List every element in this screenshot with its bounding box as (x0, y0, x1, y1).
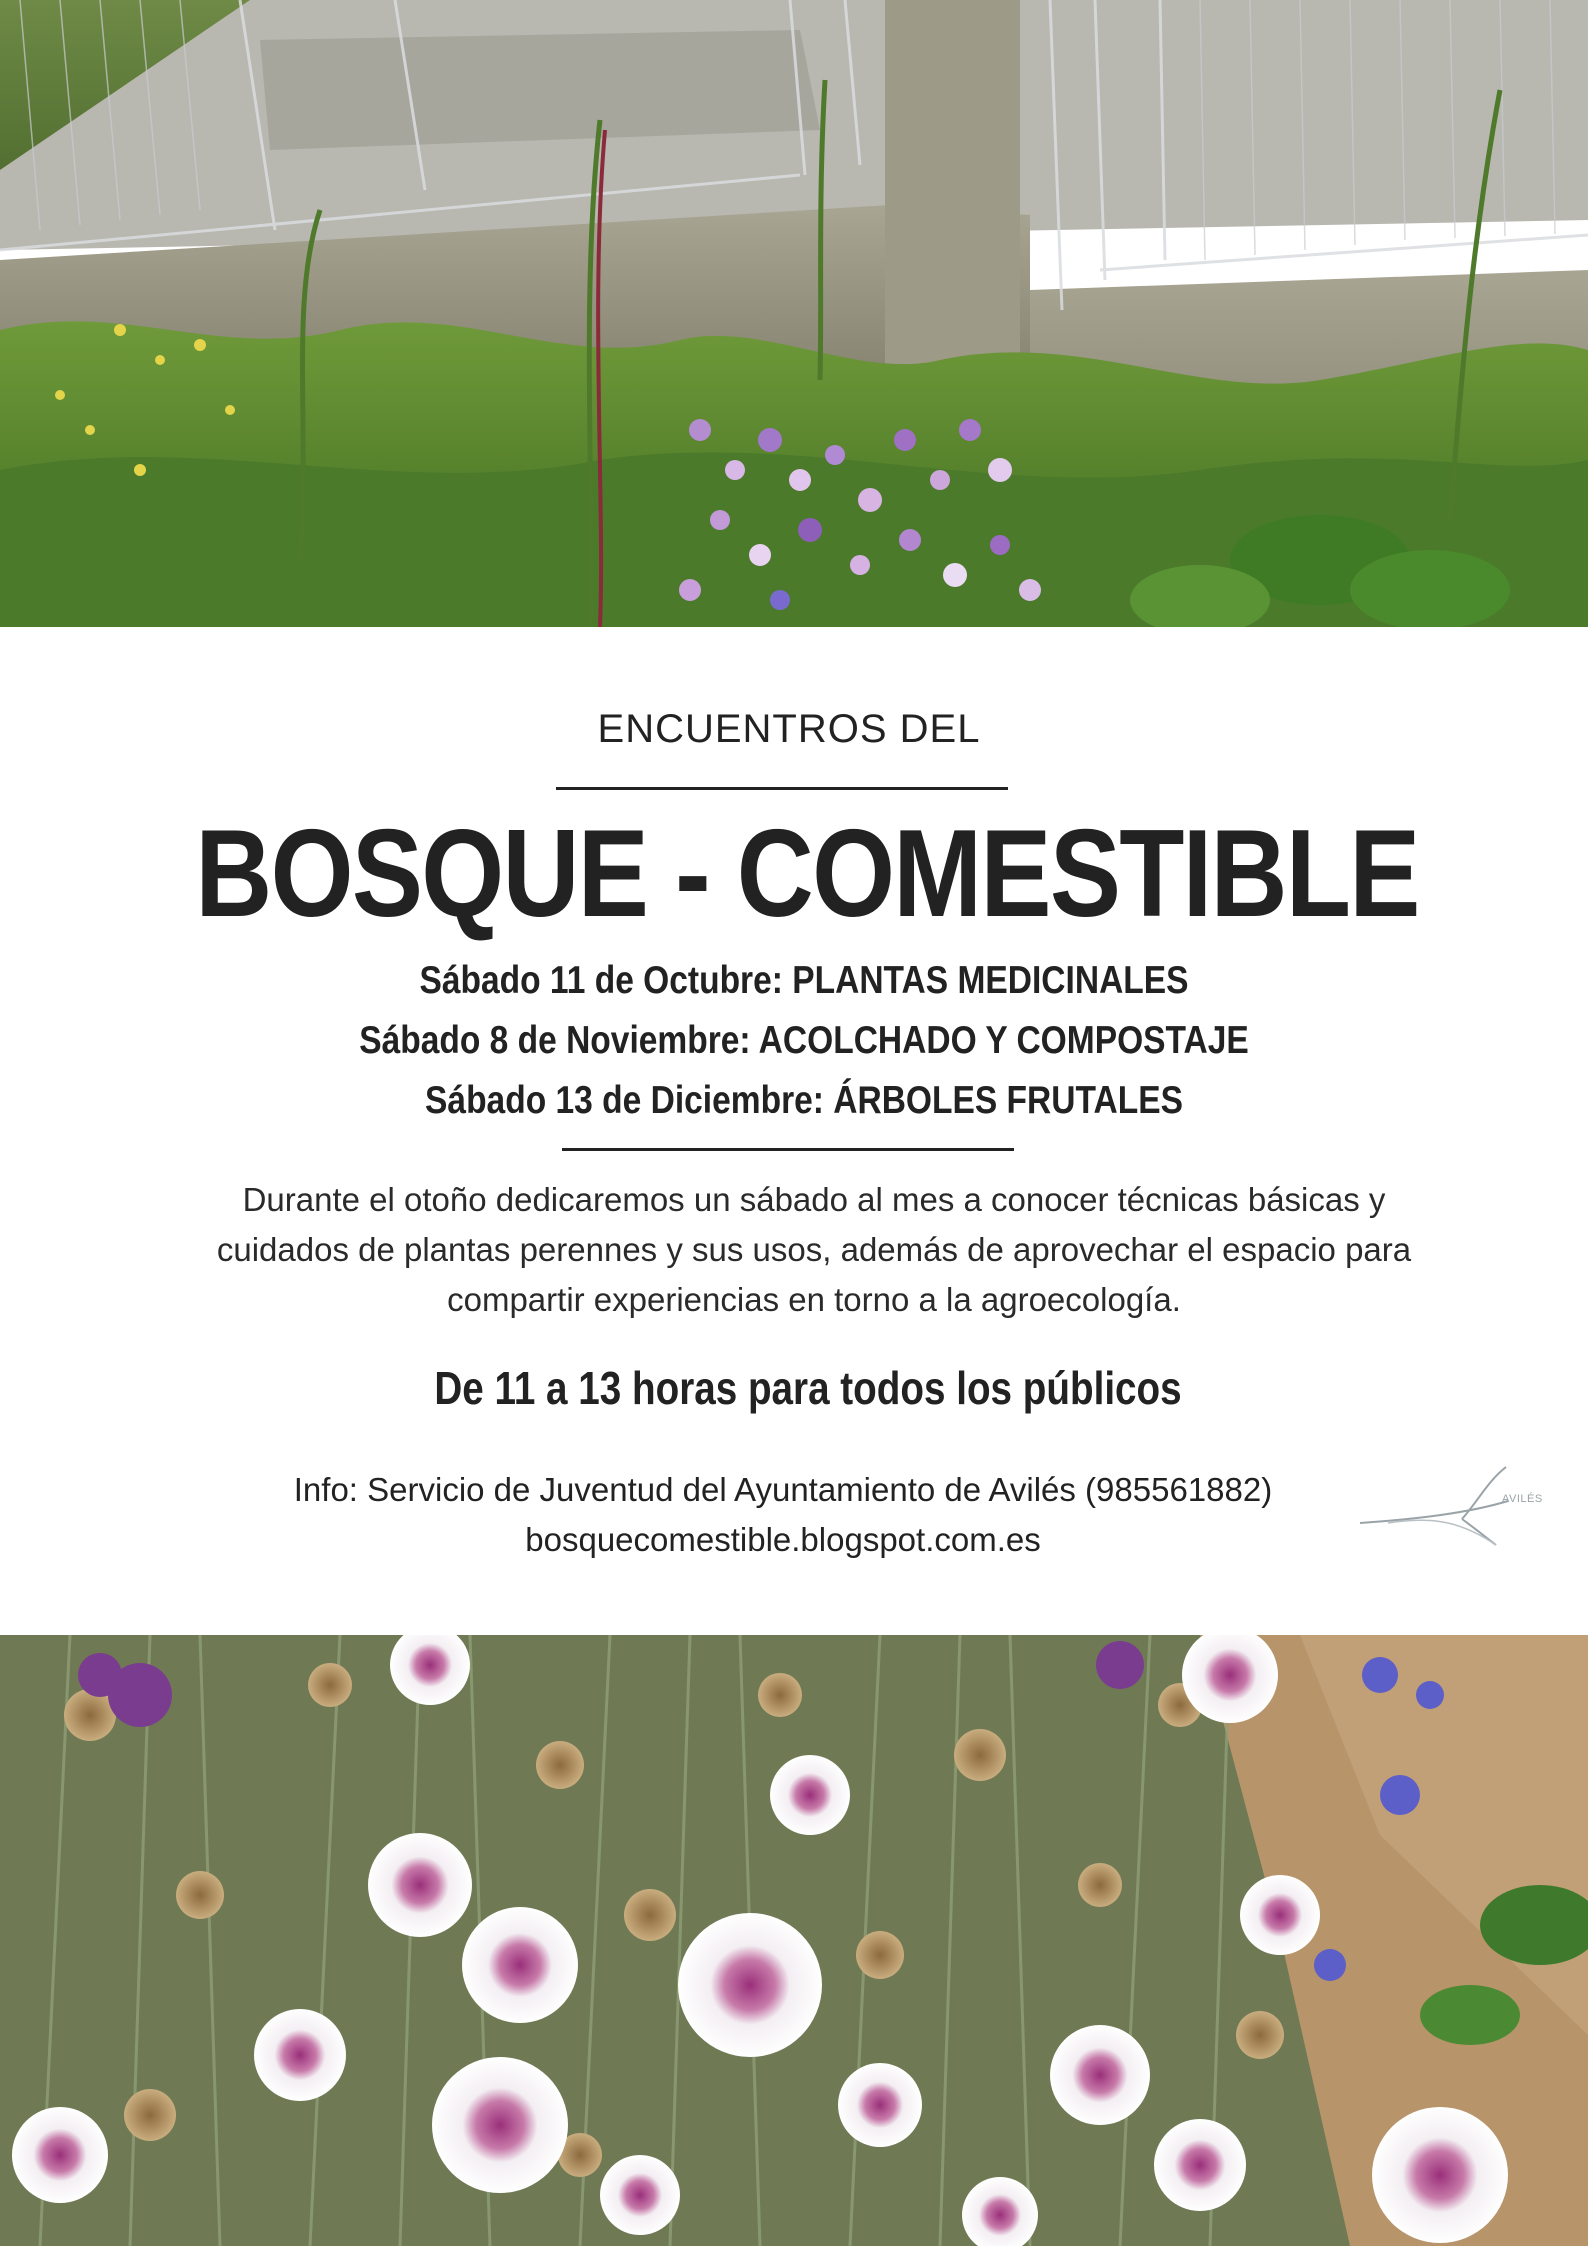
garden-photo-graphic (0, 0, 1588, 627)
session-item: Sábado 8 de Noviembre: ACOLCHADO Y COMPOSTAJE (359, 1019, 1249, 1062)
top-divider (556, 787, 1008, 790)
website-link[interactable]: bosquecomestible.blogspot.com.es (525, 1521, 1041, 1558)
cornflower-field-photo (0, 1635, 1588, 2246)
contact-info (0, 1465, 1566, 1565)
garden-fence-photo (0, 0, 1588, 627)
session-item: Sábado 11 de Octubre: PLANTAS MEDICINALES (419, 959, 1189, 1002)
bottom-divider (562, 1148, 1014, 1151)
logo-text: AVILÉS (1502, 1493, 1543, 1505)
event-description: Durante el otoño dedicaremos un sábado al mes a conocer técnicas básicas y cuidados de plantas perennes y sus usos, además de aprovechar el espacio para compartir experiencias en torno a la agroecología. (216, 1181, 1412, 1318)
contact-line: Info: Servicio de Juventud del Ayuntamiento de Avilés (985561882) (293, 1471, 1273, 1508)
event-info-panel (0, 627, 1588, 1635)
event-title: BOSQUE - COMESTIBLE (195, 805, 1419, 943)
event-hours: De 11 a 13 horas para todos los públicos (434, 1362, 1182, 1414)
session-item: Sábado 13 de Diciembre: ÁRBOLES FRUTALES (425, 1079, 1183, 1122)
session-list (113, 951, 1496, 1131)
aviles-logo-icon (1358, 1461, 1548, 1549)
event-kicker: ENCUENTROS DEL (597, 707, 981, 751)
cornflower-photo-graphic (0, 1635, 1588, 2246)
